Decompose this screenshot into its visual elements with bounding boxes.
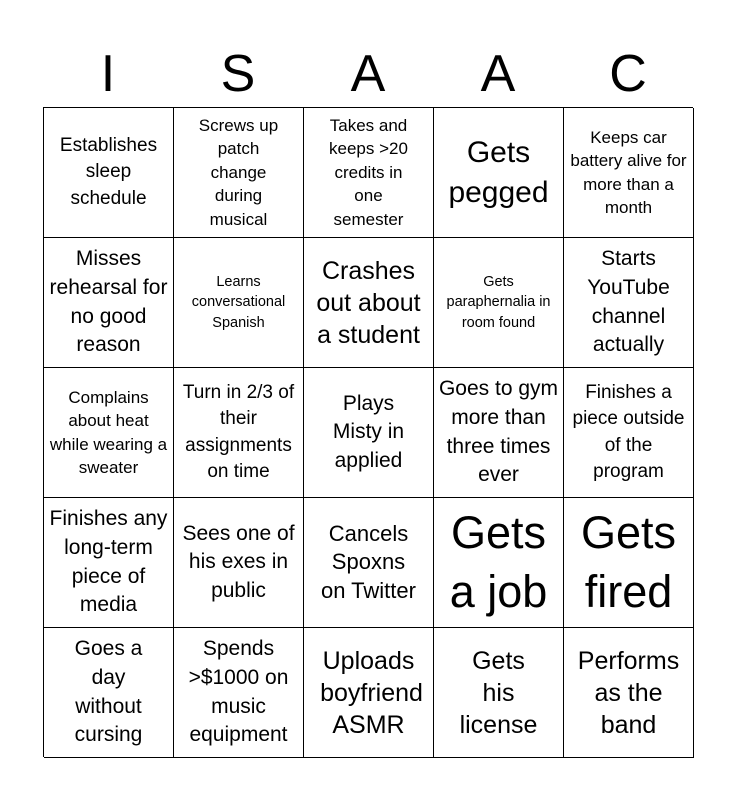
bingo-cell[interactable] xyxy=(304,238,434,368)
bingo-cell[interactable] xyxy=(434,108,564,238)
bingo-cell[interactable] xyxy=(304,368,434,498)
cell-text: Turn in 2/3 of their assignments on time xyxy=(182,382,295,482)
bingo-cell[interactable] xyxy=(304,498,434,628)
header-letter-5: C xyxy=(609,45,647,103)
bingo-cell[interactable] xyxy=(174,498,304,628)
cell-text: Gets pegged xyxy=(448,135,549,209)
cell-text: Finishes a piece outside of the program xyxy=(572,382,685,482)
bingo-cell[interactable] xyxy=(44,498,174,628)
bingo-cell[interactable] xyxy=(44,238,174,368)
bingo-cell[interactable] xyxy=(44,368,174,498)
bingo-cell[interactable] xyxy=(434,498,564,628)
bingo-cell[interactable] xyxy=(304,628,434,758)
header-letter-3: A xyxy=(350,45,386,103)
bingo-cell[interactable] xyxy=(174,628,304,758)
bingo-cell[interactable] xyxy=(564,108,694,238)
cell-text: Gets a job xyxy=(449,507,548,617)
bingo-cell[interactable] xyxy=(174,108,304,238)
header-letter-2: S xyxy=(220,45,256,103)
cell-text: Crashes out about a student xyxy=(316,256,421,349)
bingo-cell[interactable] xyxy=(564,628,694,758)
bingo-cell[interactable] xyxy=(434,628,564,758)
cell-text: Gets paraphernalia in room found xyxy=(446,274,551,331)
bingo-cell[interactable] xyxy=(434,238,564,368)
cell-text: Uploads boyfriend ASMR xyxy=(320,646,423,739)
cell-text: Gets fired xyxy=(580,507,677,617)
header-letter-1: I xyxy=(100,45,116,103)
bingo-header xyxy=(43,44,693,104)
cell-text: Establishes sleep schedule xyxy=(59,135,158,209)
bingo-cell[interactable] xyxy=(564,368,694,498)
bingo-cell[interactable] xyxy=(564,238,694,368)
bingo-board xyxy=(43,107,693,757)
cell-text: Misses rehearsal for no good reason xyxy=(49,247,168,357)
cell-text: Finishes any long-term piece of media xyxy=(49,507,168,617)
bingo-cell[interactable] xyxy=(174,368,304,498)
cell-text: Complains about heat while wearing a sweater xyxy=(49,387,168,477)
cell-text: Learns conversational Spanish xyxy=(191,274,286,331)
cell-text: Cancels Spoxns on Twitter xyxy=(321,520,416,603)
bingo-cell[interactable] xyxy=(174,238,304,368)
cell-text: Performs as the band xyxy=(577,646,680,739)
cell-text: Starts YouTube channel actually xyxy=(587,247,670,357)
cell-text: Plays Misty in applied xyxy=(332,391,405,472)
cell-text: Takes and keeps >20 credits in one semester xyxy=(329,115,408,229)
cell-text: Sees one of his exes in public xyxy=(182,521,295,602)
bingo-cell[interactable] xyxy=(304,108,434,238)
cell-text: Keeps car battery alive for more than a month xyxy=(570,127,687,217)
cell-text: Goes a day without cursing xyxy=(74,637,143,747)
header-letter-4: A xyxy=(480,45,516,103)
bingo-cell[interactable] xyxy=(434,368,564,498)
cell-text: Gets his license xyxy=(459,646,538,739)
cell-text: Goes to gym more than three times ever xyxy=(438,377,559,487)
bingo-cell[interactable] xyxy=(44,108,174,238)
cell-text: Screws up patch change during musical xyxy=(198,115,279,229)
bingo-cell[interactable] xyxy=(44,628,174,758)
bingo-cell[interactable] xyxy=(564,498,694,628)
cell-text: Spends >$1000 on music equipment xyxy=(188,637,289,747)
